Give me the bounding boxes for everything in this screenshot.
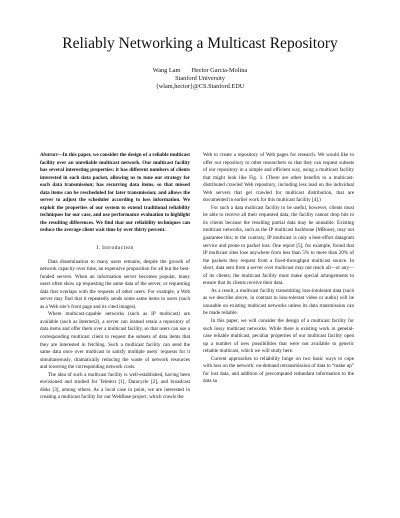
section-heading: I. Introduction [96,245,134,252]
paper-title: Reliably Networking a Multicast Repository [62,35,338,52]
paragraph: As a result, a multicast facility transmitting loss-intolerant data (such as we describe above, in contrast to loss-tolerant video or audio) will be unusable on existing multicast networks unless its data transmission can be made reliable. [203,287,354,317]
abstract [40,152,190,235]
left-column [40,152,190,402]
paragraph: For such a data multicast facility to be useful, however, clients must be able to receive all their requested data; the facility cannot drop bits to its clients because the resulting partial data may be unusable. Existing multicast networks, such as the IP multicast backbone (MBone), may not guarantee this; to the contrary, IP multicast is only a best-effort datagram service and prone to packet loss. One report [5], for example, found that IP multicast sites lose anywhere from less than 5% to more than 20% of the packets they request from a fixed-throughput multicast source. In short, data sent from a server over multicast may not reach all—or any—of its clients; the multicast facility must make special arrangements to ensure that its clients receive their data. [203,204,354,287]
author-names: Wang Lam Hector Garcia-Molina [152,67,248,74]
author-affiliation: Stanford University [175,75,225,83]
abstract-lead: Abstract [40,152,58,158]
paragraph: Data dissemination to many users remains, despite the growth of network capacity over time, an expensive proposition for all but the best-funded servers. When an information server becomes popular, many users often show up requesting the same data of the server, or requesting data that overlaps with the requests of other users. For example, a Web server may find that it repeatedly sends some same items to users (such as a Web site’s front page and its cited images). [40,258,190,310]
author-block [0,67,400,92]
paragraph: Where multicast-capable networks (such as IP multicast) are available (such as Internet2), a server can instead retain a repository of data items and offer them over a multicast facility, so that users can use a corresponding multicast client to request the subsets of data items that they are interested in fetching. Such a multicast facility can send the same data once over multicast to satisfy multiple users’ requests for it simultaneously, dramatically reducing the waste of network resources and lowering the corresponding network costs. [40,311,190,371]
paragraph: Web to create a repository of Web pages for research. We would like to offer our repository to other researchers so that they can request subsets of our repository in a simple and efficient way, using a multicast facility that might look like Fig. 1. (There are other benefits to a multicast-distributed crawled Web repository, including less load on the individual Web servers that get crawled for multicast distribution, that are documented in earlier work for this multicast facility [4].) [203,152,354,204]
paragraph: The idea of such a multicast facility is well-established, having been envisioned and studied for Teletext [1], Datacycle [2], and broadcast disks [3], among others. As a local case in point, we are interested in creating a multicast facility for our WebBase project, which crawls the [40,371,190,401]
paragraph: In this paper, we will consider the design of a multicast facility for such lossy multicast networks. While there is existing work in general-case reliable multicast, peculiar properties of our multicast facility open up a number of new possibilities that were not available to generic reliable multicast, which we will study here. [203,318,354,355]
abstract-text: —In this paper, we consider the design of a reliable multicast facility over an unreliable multicast network. Our multicast facility has several interesting properties: it has different numbers of clients interested in each data packet, allowing us to tune our strategy for each data transmission; has recurring data items, so that missed data items can be rescheduled for later transmission; and allows the server to adjust the scheduler according to loss information. We exploit the properties of our system to extend traditional reliability techniques for our case, and use performance evaluation to highlight the resulting differences. We find that our reliability techniques can reduce the average client wait time by over thirty percent. [40,152,190,234]
right-column [203,152,354,386]
paragraph: Current approaches to reliability hinge on two basic ways to cope with loss on the network: on-demand retransmission of data to “make up” for lost data, and addition of precomputed redundant information to the data so [203,355,354,385]
author-email: {wlam,hector}@CS.Stanford.EDU [155,83,245,91]
